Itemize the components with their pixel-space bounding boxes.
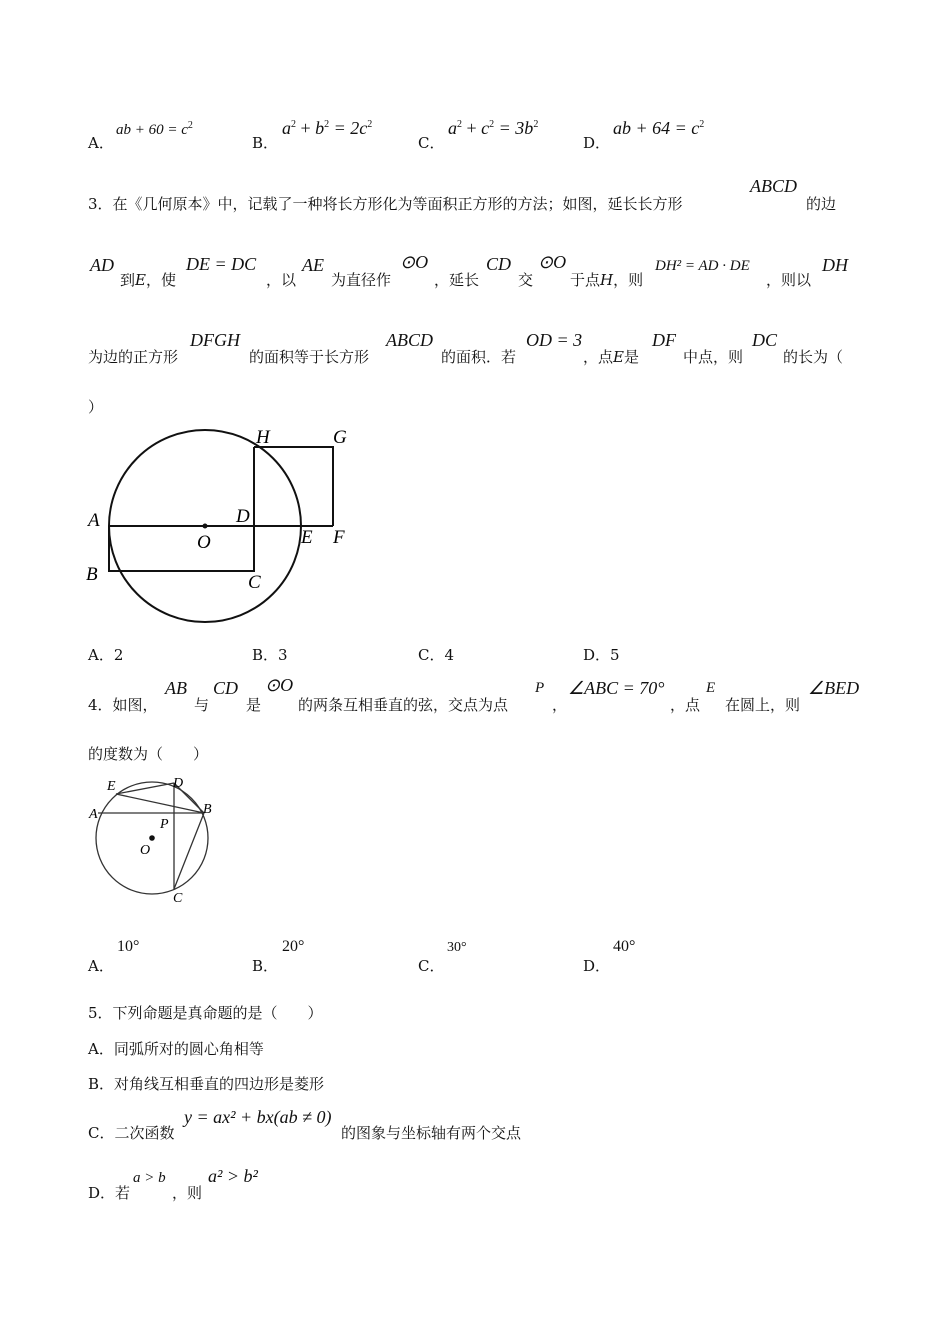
q2-option-b-label: B． xyxy=(252,134,279,152)
q4-ab: AB xyxy=(165,678,187,698)
q3-label-o: O xyxy=(197,532,211,553)
q3-close-paren: ） xyxy=(88,398,104,416)
q3-line3-start: 为边的正方形 xyxy=(88,348,179,366)
q4-option-c-label: C． xyxy=(418,957,445,975)
q4-option-b-value: 20° xyxy=(282,938,305,955)
q4-option-c-value: 30° xyxy=(447,940,467,955)
q4-label-a: A xyxy=(89,807,98,822)
q4-comma: ， xyxy=(552,696,568,714)
q5-option-c-label: C．二次函数 xyxy=(88,1124,175,1142)
q5-option-d-label: D．若 xyxy=(88,1184,131,1202)
q3-abcd-2: ABCD xyxy=(386,330,433,350)
q4-option-d-value: 40° xyxy=(613,938,636,955)
q3-ad: AD xyxy=(90,255,114,275)
q5-stem: 5．下列命题是真命题的是（ ） xyxy=(88,1004,323,1022)
q3-de-eq-dc: DE = DC xyxy=(186,254,257,274)
q2-option-c-math: $a^2 + c^2 = 3b^2$ xyxy=(448,118,539,138)
q3-option-d: D．5 xyxy=(583,646,620,664)
q4-start: 4．如图， xyxy=(88,696,158,714)
q3-yu-dian-h: 于点H，则 xyxy=(570,271,644,289)
q3-line3-mid2: 的面积．若 xyxy=(441,348,517,366)
q5-option-d-math: a² > b² xyxy=(208,1166,258,1186)
q3-label-d: D xyxy=(236,506,250,527)
q3-label-c: C xyxy=(248,572,261,593)
q5-option-c-math: y = ax² + bx(ab ≠ 0) xyxy=(184,1107,332,1127)
q2-option-c-label: C． xyxy=(418,134,445,152)
q3-dh: DH xyxy=(822,255,848,275)
q2-option-b-math: $a^2 + b^2 = 2c^2$ xyxy=(282,118,373,138)
q3-dfgh: DFGH xyxy=(190,330,240,350)
q4-yu: 与 xyxy=(194,696,210,714)
q2-option-d-math: ab + $64 = c^2$ xyxy=(613,118,705,138)
q4-center-o xyxy=(149,835,155,841)
q4-p: P xyxy=(535,680,545,696)
q5-option-b: B．对角线互相垂直的四边形是菱形 xyxy=(88,1075,325,1093)
q4-shi: 是 xyxy=(246,696,262,714)
q3-option-c: C．4 xyxy=(418,646,455,664)
q3-option-a: A．2 xyxy=(88,646,124,664)
q3-label-f: F xyxy=(333,527,345,548)
q3-center-o xyxy=(203,524,208,529)
q2-option-d-label: D． xyxy=(583,134,611,152)
q3-label-e: E xyxy=(301,527,313,548)
q3-label-h: H xyxy=(256,427,270,448)
q4-line2: 的度数为（ ） xyxy=(88,745,209,763)
q3-df: DF xyxy=(652,330,676,350)
q4-dian: ，点 xyxy=(670,696,701,714)
q4-segment-bc xyxy=(174,813,204,889)
q3-dh2-eq: DH² = AD · DE xyxy=(655,258,750,274)
q4-figure xyxy=(86,772,226,912)
q4-angle-abc: ∠ABC = 70° xyxy=(568,678,665,698)
q4-label-c: C xyxy=(173,891,183,906)
q3-figure xyxy=(80,420,370,630)
q4-label-o: O xyxy=(140,843,151,858)
q5-option-d-cond: a > b xyxy=(133,1170,166,1186)
q4-label-b: B xyxy=(203,802,212,817)
q4-option-b-label: B． xyxy=(252,957,279,975)
q3-label-g: G xyxy=(333,427,347,448)
q3-line3-mid: 的面积等于长方形 xyxy=(249,348,370,366)
q4-option-a-value: 10° xyxy=(117,938,140,955)
q3-label-a: A xyxy=(88,510,100,531)
q4-mid: 的两条互相垂直的弦，交点为点 xyxy=(298,696,509,714)
q2-option-a-label: A． xyxy=(88,134,114,152)
q4-option-a-label: A． xyxy=(88,957,114,975)
q3-cd: CD xyxy=(486,254,512,274)
q3-option-b: B．3 xyxy=(252,646,288,664)
q3-circle-o-2: ⊙O xyxy=(538,252,567,272)
q5-option-d-mid: ，则 xyxy=(172,1184,203,1202)
q3-dian-e: ，点E是 xyxy=(583,348,639,366)
q3-label-b: B xyxy=(86,564,98,585)
q3-ze-yi: ，则以 xyxy=(766,271,812,289)
q3-abcd: ABCD xyxy=(750,176,797,196)
q3-dc: DC xyxy=(752,330,778,350)
q3-ae: AE xyxy=(302,255,324,275)
q3-zhongdian: 中点，则 xyxy=(683,348,744,366)
q3-od-eq: OD = 3 xyxy=(526,330,583,350)
q4-e: E xyxy=(706,680,716,696)
q4-option-d-label: D． xyxy=(583,957,611,975)
q4-cd: CD xyxy=(213,678,239,698)
q4-circle-o: ⊙O xyxy=(265,675,294,695)
q3-circle-o: ⊙O xyxy=(400,252,429,272)
q3-to-e: 到E，使 xyxy=(120,271,176,289)
q4-label-e: E xyxy=(107,779,116,794)
q4-angle-bed: ∠BED xyxy=(808,678,860,698)
q3-yi: ，以 xyxy=(266,271,297,289)
q4-label-p: P xyxy=(160,817,169,832)
q4-label-d: D xyxy=(173,776,184,791)
q2-option-a-math: ab + $60 = c^2$ xyxy=(116,120,193,138)
q3-wei-zhijing: 为直径作 xyxy=(331,271,392,289)
q3-yanchang: ，延长 xyxy=(434,271,480,289)
q3-de-chang: 的长为（ xyxy=(783,348,844,366)
q4-zai-yuan: 在圆上，则 xyxy=(725,696,801,714)
q3-jiao: 交 xyxy=(518,271,534,289)
q3-line1-tail: 的边 xyxy=(806,195,837,213)
q5-option-c-tail: 的图象与坐标轴有两个交点 xyxy=(341,1124,522,1142)
q5-option-a: A．同弧所对的圆心角相等 xyxy=(88,1040,264,1058)
q3-line1-text: 3．在《几何原本》中，记载了一种将长方形化为等面积正方形的方法；如图，延长长方形 xyxy=(88,195,683,213)
